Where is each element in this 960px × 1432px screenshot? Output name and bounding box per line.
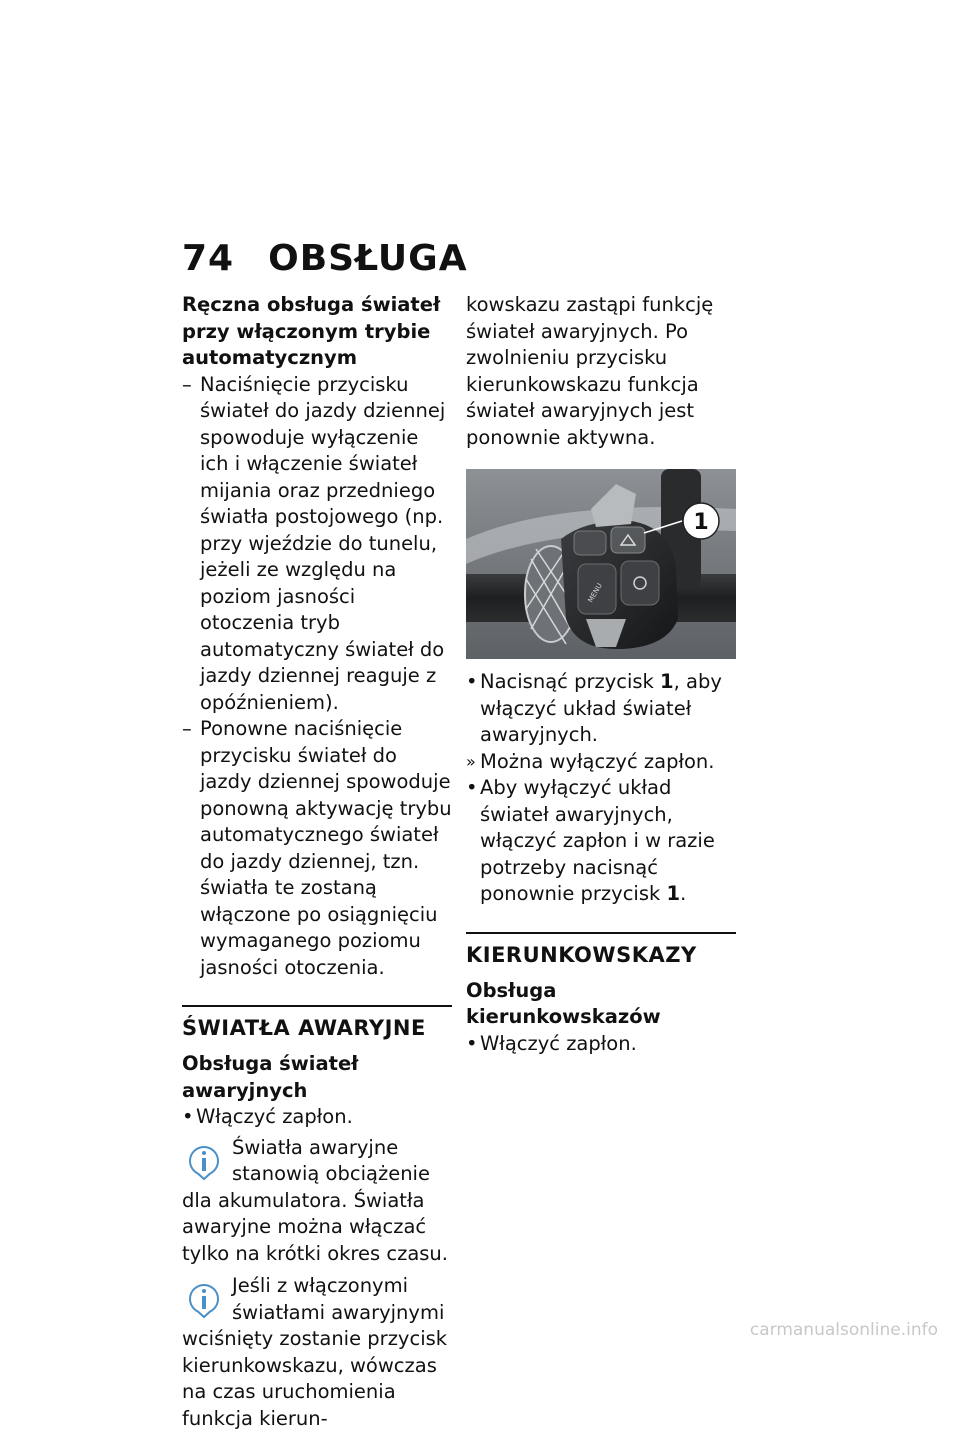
info-icon (182, 1139, 226, 1183)
subheading-manual-lights: Ręczna obsługa świateł przy włączonym trybie automatycznym (182, 293, 441, 369)
list-item: – Ponowne naciśnięcie przycisku świateł do jazdy dziennej spowoduje ponowną aktywację trybu automatycznego świateł do jazdy dziennej, tzn. światła te zostaną włączone po osiągnięciu wymaganego poziomu jasności otoczenia. (182, 716, 452, 981)
list-item-result: » Można wyłączyć zapłon. (466, 749, 736, 776)
button-ref: 1 (666, 882, 681, 905)
list-item: • Włączyć zapłon. (182, 1104, 452, 1131)
handlebar-switch-photo (466, 469, 736, 659)
step-text: . (680, 882, 687, 905)
handlebar-illustration (466, 469, 736, 659)
button-ref: 1 (660, 670, 674, 693)
menu-label: MENU (586, 581, 604, 605)
list-item: – Naciśnięcie przycisku świateł do jazdy dziennej spowoduje wyłączenie ich i włączenie świateł mijania oraz przedniego światła postojowego (np. przy wjeździe do tunelu, jeżeli ze względu na poziom jasności otoczenia tryb automatyczny świateł do jazdy dziennej reaguje z opóźnieniem). (182, 372, 452, 717)
list-item (466, 775, 736, 908)
subheading-hazard-operation: Obsługa świateł awaryjnych (182, 1052, 359, 1102)
watermark: carmanualsonline.info (749, 1320, 938, 1340)
page-number: 74 (182, 238, 235, 279)
info-icon (182, 1277, 226, 1321)
callout-1: 1 (693, 510, 709, 535)
right-column (466, 292, 736, 1057)
step-text: Nacisnąć przycisk (480, 670, 661, 693)
note-text: Światła awaryjne stanowią obciążenie dla akumulatora. Światła awaryjne można włączać tylko na krótki okres czasu. (182, 1135, 448, 1265)
section-title-hazard: ŚWIATŁA AWARYJNE (182, 1016, 426, 1040)
info-note (182, 1135, 452, 1268)
list-item (466, 669, 736, 749)
chapter-title: OBSŁUGA (268, 238, 468, 279)
step-text: Aby wyłączyć układ świateł awaryjnych, włączyć zapłon i w razie potrzeby nacisnąć ponownie przycisk (480, 776, 715, 905)
page-header (182, 238, 468, 279)
paragraph-continuation: kowskazu zastąpi funkcję świateł awaryjnych. Po zwolnieniu przycisku kierunkowskazu funkcja świateł awaryjnych jest ponownie aktywna. (466, 293, 714, 449)
info-note (182, 1273, 452, 1432)
note-text: Jeśli z włączonymi światłami awaryjnymi wciśnięty zostanie przycisk kierunkowskazu, wówczas na czas uruchomienia funkcja kierun- (182, 1274, 448, 1430)
subheading-turn-signals: Obsługa kierunkowskazów (466, 978, 661, 1028)
list-item: • Włączyć zapłon. (466, 1031, 736, 1058)
step-text: , aby włączyć układ świateł awaryjnych. (480, 670, 722, 746)
section-divider (182, 1005, 452, 1043)
left-column (182, 292, 452, 1432)
section-divider (466, 932, 736, 970)
section-title-turn-signals: KIERUNKOWSKAZY (466, 942, 697, 967)
